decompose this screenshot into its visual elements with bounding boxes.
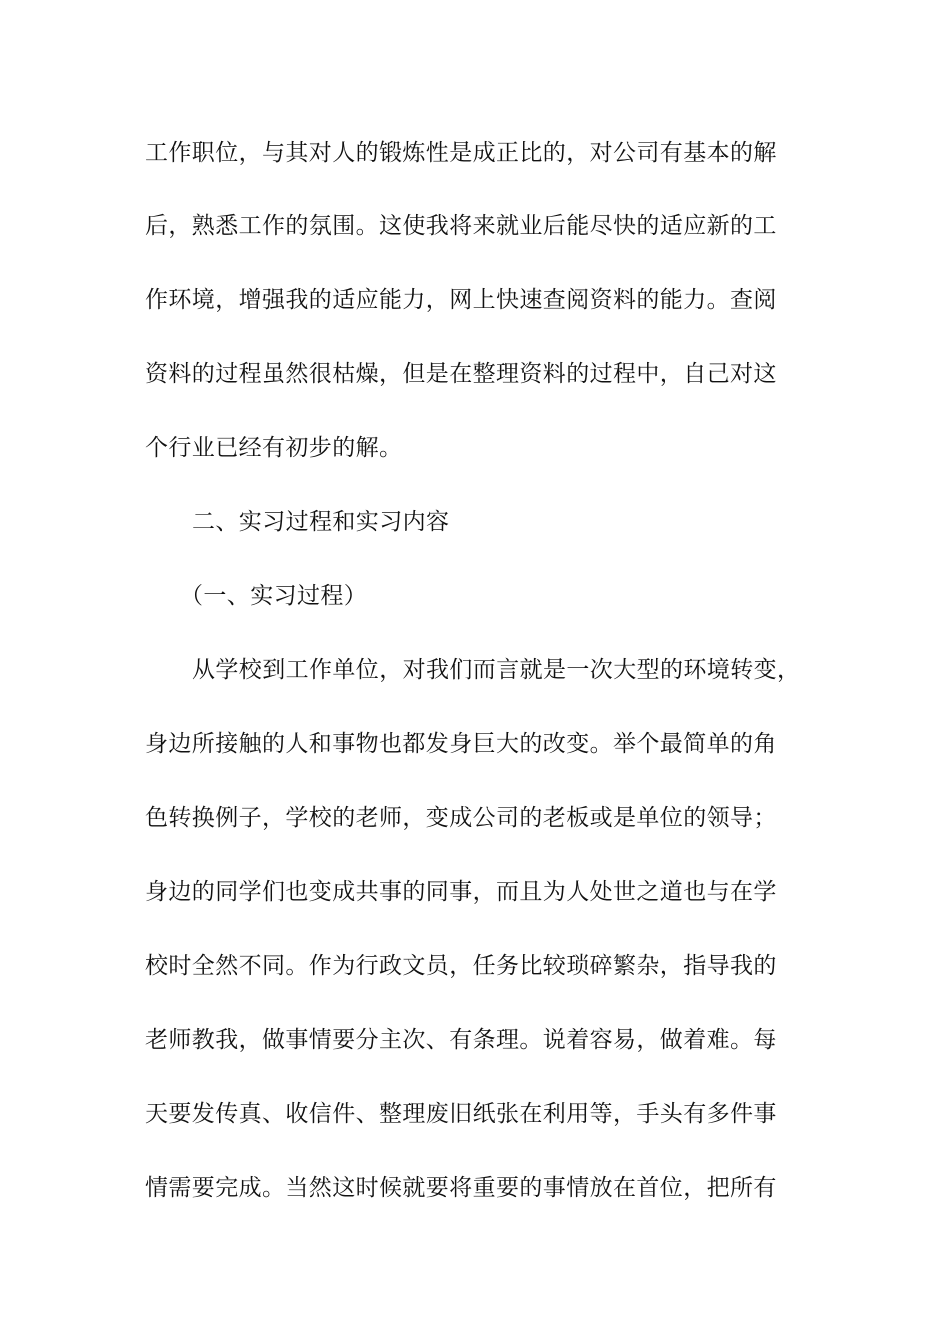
text-line: 工作职位，与其对人的锻炼性是成正比的，对公司有基本的解: [145, 140, 777, 166]
text-line: 个行业已经有初步的解。: [145, 435, 403, 461]
text-line: 后，熟悉工作的氛围。这使我将来就业后能尽快的适应新的工: [145, 213, 777, 239]
text-line: 情需要完成。当然这时候就要将重要的事情放在首位，把所有: [145, 1175, 777, 1201]
text-line: 色转换例子，学校的老师，变成公司的老板或是单位的领导；: [145, 805, 777, 831]
text-line: 资料的过程虽然很枯燥，但是在整理资料的过程中，自己对这: [145, 361, 777, 387]
text-line: 作环境，增强我的适应能力，网上快速查阅资料的能力。查阅: [145, 287, 777, 313]
section-heading: 二、实习过程和实习内容: [192, 509, 450, 535]
text-line: 校时全然不同。作为行政文员，任务比较琐碎繁杂，指导我的: [145, 953, 777, 979]
text-line: 天要发传真、收信件、整理废旧纸张在利用等，手头有多件事: [145, 1101, 777, 1127]
text-line: 老师教我，做事情要分主次、有条理。说着容易，做着难。每: [145, 1027, 777, 1053]
text-line: 身边的同学们也变成共事的同事，而且为人处世之道也与在学: [145, 879, 777, 905]
text-line: 从学校到工作单位，对我们而言就是一次大型的环境转变，: [192, 657, 801, 683]
text-line: 身边所接触的人和事物也都发身巨大的改变。举个最简单的角: [145, 731, 777, 757]
subsection-heading: （一、实习过程）: [180, 583, 368, 609]
